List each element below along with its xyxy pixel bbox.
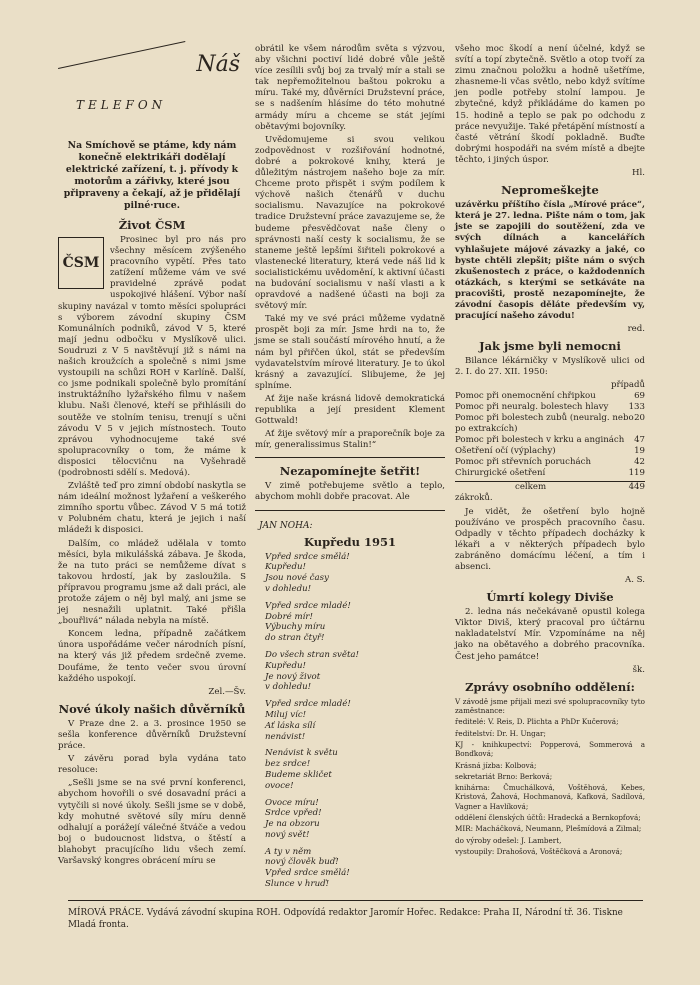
poem-author: JAN NOHA: [259, 520, 313, 531]
zpravy-line: MIR: Macháčková, Neumann, Plešmídová a Zilmal; [455, 824, 642, 834]
poem-line: Miluj víc! [265, 709, 307, 720]
zpravy-line: knihárna: Čmuchálková, Voštěhová, Kebes, Kristová, Žahová, Hochmanová, Kafková, Sadílová, Vagner a Havlíková; [455, 783, 645, 811]
zivot-signature: Zel.—Šv. [208, 686, 246, 697]
stats-total-row [455, 481, 645, 493]
poem-line: Budeme skličet [265, 769, 332, 780]
poem-line: Ať láska sílí [265, 720, 316, 731]
poem-line: Vpřed srdce smělá! [265, 868, 350, 879]
zivot-title: Život ČSM [118, 218, 186, 232]
poem-line: Jsou nové časy [265, 573, 329, 584]
poem-line: Ovoce míru! [265, 797, 319, 808]
zpravy-title: Zprávy osobního oddělení: [465, 679, 635, 694]
poem-line: nenávist! [265, 731, 306, 742]
duvernici-paragraph: V závěru porad byla vydána tato resoluce: [58, 754, 246, 776]
nemocni-intro: Bilance lékárničky v Myslíkově ulici od 2. I. do 27. XII. 1950: [455, 356, 645, 378]
stats-row [455, 446, 645, 457]
zpravy-list [455, 697, 645, 856]
stats-row [455, 402, 645, 413]
setrit-title: Nezapomínejte šetřit! [279, 464, 421, 479]
stats-value: 69 [634, 391, 645, 402]
masthead [58, 44, 246, 140]
stats-row [455, 413, 645, 435]
stats-total-value: 449 [628, 482, 645, 493]
masthead-nas: Náš [196, 52, 240, 77]
csm-logo [58, 237, 104, 289]
zpravy-line: ředitelé: V. Reis, D. Plichta a PhDr Kučerová; [455, 717, 619, 727]
col2-paragraph: Uvědomujeme si svou velikou zodpovědnost v rozšiřování hodnotné, dobré a pokrokové knihy, která je důležitým nástrojem našeho boje za mír. Chceme proto přispět i svým podílem k výchově našich čtenářů v duchu socialismu. Navazujíce na pokrokové tradice Družstevní práce zavazujeme se, že budeme přesvědčovat naše členy o správnosti naší cesty k socialismu, že se staneme ještě lepšími šiřiteli pokrokové a vlastenecké literatury, která vede náš lid k socialistickému uvědomění, k aktivní účasti na budování socialismu v naší vlasti a k opravdové a nadšené účasti na boji za světový mír. [255, 134, 445, 312]
poem-line: v dohledu! [265, 682, 312, 693]
stats-table [455, 380, 645, 493]
stats-value: 19 [634, 446, 645, 457]
poem-line: nový člověk buď! [265, 857, 339, 868]
zivot-paragraph: Koncem ledna, případně začátkem února uspořádáme večer národních písní, na který vás již předem srdečně zveme. Doufáme, že tento večer svou úrovní každého uspokojí. [58, 629, 246, 684]
poem-line: ovoce! [265, 780, 294, 791]
col3-paragraph: všeho moc škodí a není účelné, když se svítí a topí zbytečně. Světlo a otop tvoří za zimu značnou položku a hodně ušetříme, zhasneme-li včas světlo, nebo když svítíme jen podle potřeby stolní lampou. Je zbytečné, když přikládáme do kamen po 15. hodině a teplo se pak po odchodu z práce nevyužije. Také přetápění místností a časté větrání škodí pokladně. Buďte dobrými hospodáři na svém místě a dbejte těchto, i jiných úspor. [455, 44, 645, 165]
duvernici-paragraph: „Sešli jsme se na své první konferenci, abychom hovořili o své dosavadní práci a vytyčili si nové úkoly. Sešli jsme se v době, kdy mohutné světové síly míru denně odhalují a porážejí válečné štváče a vedou boj o budoucnost lidstva, o štěstí a blahobyt pracujícího lidu všech zemí. Varšavský kongres obrácení míru se [58, 778, 246, 866]
stats-label: Pomoc při střevních poruchách [455, 457, 591, 468]
nemocni-tail2: Je vidět, že ošetření bylo hojně používáno ve prospěch pracovního času. Odpadly v těchto případech docházky k lékaři a v některých případech bylo zabráněno domácímu léčení, a tím i absenci. [455, 506, 645, 572]
poem [255, 552, 445, 890]
poem-line: Je nový život [265, 671, 321, 682]
poem-line: Slunce v hruď! [265, 879, 330, 890]
zpravy-line: V závodě jsme přijali mezi své spolupracovníky tyto zaměstnance: [455, 696, 645, 716]
nepromeskejte-title: Nepromeškejte [501, 183, 599, 198]
stats-total-label: celkem [515, 482, 547, 493]
col2-paragraph: Také my ve své práci můžeme vydatně prospět boji za mír. Jsme hrdi na to, že jsme se stali součástí mírového hnutí, a že nám byl přiřčen úkol, stát se především vydavatelstvím mírové literatury. Je to úkol krásný a zavazující. Slibujeme, že jej splníme. [255, 314, 445, 391]
col3-signature: Hl. [632, 168, 645, 179]
divis-text: 2. ledna nás nečekávaně opustil kolega Viktor Diviš, který pracoval pro účtárnu nakladatelství Mír. Vzpomínáme na něj jako na obětavého a dobrého pracovníka. Čest jeho památce! [455, 607, 645, 662]
stats-row [455, 435, 645, 446]
poem-line: Dobré mír! [265, 611, 313, 622]
divis-title: Úmrtí kolegy Diviše [486, 590, 614, 605]
nemocni-title: Jak jsme byli nemocni [479, 339, 621, 354]
zpravy-line: ředitelství: Dr. H. Ungar; [455, 728, 546, 738]
stats-value: 119 [628, 468, 645, 479]
duvernici-paragraph: V Praze dne 2. a 3. prosince 1950 se sešla konference důvěrníků Družstevní práce. [58, 718, 246, 752]
stats-label: Pomoc při bolestech zubů (neuralg. nebo po extrakcích) [455, 413, 634, 435]
poem-line: Vpřed srdce mladé! [265, 600, 351, 611]
column-2 [255, 44, 445, 890]
divider [255, 457, 445, 458]
zpravy-line: sekretariát Brno: Berková; [455, 771, 553, 781]
stats-value: 20 [634, 413, 645, 424]
poem-line: A ty v něm [265, 846, 312, 857]
zpravy-line: do výroby odešel: J. Lambert, [455, 835, 562, 845]
nepromeskejte-text: uzávěrku příštího čísla „Mírové práce“, která je 27. ledna. Pište nám o tom, jak jste se zapojili do soutěžení, zda ve svých dílnách a kancelářích vyhlašujete májové závazky a jaké, co byste chtěli zlepšit; pište nám o svých zkušenostech z práce, o každodenních otázkách, s kterými se setkáváte na pracovišti, prostě nezapomínejte, že závodní časopis děláte především vy, pracující našeho závodu! [455, 200, 645, 322]
stats-label: Pomoc při onemocnění chřipkou [455, 391, 596, 402]
column-3 [455, 44, 645, 858]
poem-line: Vpřed srdce smělá! [265, 551, 350, 562]
stats-label: Pomoc při bolestech v krku a anginách [455, 435, 625, 446]
zpravy-line: KJ - knihkupectví: Popperová, Sommerová a Bonďková; [455, 739, 645, 759]
zivot-paragraph: Dalším, co mládež udělala v tomto měsíci, byla mikulášská zábava. Je škoda, že na tuto práci se nemůžeme dívat s takovou hrdostí, jak by zasloužila. S přípravou programu jsme až dali práci, ale protože zájem o něj byl malý, ani jsme se jej nesnažili uplatnit. Také přišla „bouřlivá“ nálada nebyla na místě. [58, 538, 246, 627]
stats-unit: případů [610, 380, 645, 391]
stats-value: 133 [628, 402, 645, 413]
poem-line: Kupředu! [265, 562, 306, 573]
poem-line: Výbuchy míru [265, 622, 326, 633]
poem-title: Kupředu 1951 [304, 534, 396, 549]
poem-line: Je na obzoru [265, 819, 320, 830]
divider [255, 510, 445, 511]
setrit-text: V zimě potřebujeme světlo a teplo, abychom mohli dobře pracovat. Ale [255, 481, 445, 503]
stats-row [455, 391, 645, 402]
stats-row [455, 468, 645, 479]
nemocni-tail: zákroků. [455, 493, 493, 504]
col2-paragraph: Ať žije naše krásná lidově demokratická republika a její president Klement Gottwald! [255, 393, 445, 427]
stats-label: Pomoc při neuralg. bolestech hlavy [455, 402, 609, 413]
stats-label: Ošetření očí (výplachy) [455, 446, 556, 457]
poem-line: Vpřed srdce mladé! [265, 699, 351, 710]
nepromeskejte-signature: red. [627, 324, 645, 335]
lead-text: Na Smíchově se ptáme, kdy nám konečně elektrikáři dodělají elektrické zařízení, t. j. přívody k motorům a zářivky, které jsou připraveny a čekají, až je přidělají pilné·ruce. [63, 140, 241, 211]
duvernici-title: Nové úkoly našich důvěrníků [58, 701, 246, 716]
divis-signature: šk. [632, 664, 645, 675]
nemocni-signature: A. S. [625, 575, 645, 586]
csm-logo-text: ČSM [62, 255, 100, 271]
stats-row [455, 457, 645, 468]
poem-line: bez srdce! [265, 759, 311, 770]
stats-value: 47 [634, 435, 645, 446]
masthead-telefon: TELEFON [76, 98, 167, 112]
poem-line: Do všech stran světa! [265, 649, 359, 660]
poem-line: nový svět! [265, 829, 310, 840]
zpravy-line: Krásná jízba: Kolbová; [455, 760, 537, 770]
poem-line: do stran čtyř! [265, 633, 325, 644]
col2-paragraph: obrátil ke všem národům světa s výzvou, aby všichni poctiví lidé dobré vůle ještě více zesílili svůj boj za trvalý mír a stali se tak nepřemožitelnou baštou pokroku a míru. Také my, důvěrníci Družstevní práce, se s nadšením hlásíme do této mohutné armády míru a chceme se stát jejími obětavými bojovníky. [255, 44, 445, 132]
zpravy-line: vystoupily: Drahošová, Voštěčková a Aronová; [455, 846, 623, 856]
poem-line: Srdce vpřed! [265, 808, 322, 819]
zivot-paragraph: Zvláště teď pro zimní období naskytla se nám ideální možnost lyžaření a veškerého zimního sportu vůbec. Závod V 5 má totiž v Polubném chatu, která je jejich i naší mládeži k disposici. [58, 481, 246, 536]
stats-value: 42 [634, 457, 645, 468]
poem-line: v dohledu! [265, 583, 312, 594]
poem-line: Kupředu! [265, 660, 306, 671]
stats-label: Chirurgické ošetření [455, 468, 546, 479]
poem-line: Nenávist k světu [265, 748, 338, 759]
footer-imprint: MÍROVÁ PRÁCE. Vydává závodní skupina ROH. Odpovídá redaktor Jaromír Hořec. Redakce: Praha II, Národní tř. 36. Tiskne Mladá fronta. [68, 900, 643, 931]
zivot-paragraph: Prosinec byl pro nás pro všechny měsícem zvýšeného pracovního vypětí. Přes tato zatížení můžeme vám ve své pravidelné zprávě podat uspokojivé hlášení. Výbor naší skupiny navázal v tomto měsíci spolupráci s výborem závodní skupiny ČSM Komunálních podniků, závod V 5, které mají jednu odbočku v Myslíkově ulici. Soudruzi z V 5 navštěvují již s námi na našich kroužcích a společně s nimi jsme vystoupili na schůzi ROH v Karlíně. Další, co jsme podnikali společně bylo promítání instruktážního lyžařského filmu v našem klubu. Naši členové, kteří se přihlásili do soutěže ve stolním tenisu, trenují s učni závodu V 5 v jejich místnostech. Touto zprávou vyhodnocujeme také své spolupracovníky o tom, že máme k disposici tělocvičnu na Vyšehradě (podrobnosti sdělí s. Medová). [58, 235, 246, 478]
col2-paragraph: Ať žije světový mír a praporečník boje za mír, generalissimus Stalin!“ [255, 429, 445, 451]
column-1 [58, 44, 246, 869]
zpravy-line: oddělení členských účtů: Hradecká a Bernkopfová; [455, 813, 641, 823]
